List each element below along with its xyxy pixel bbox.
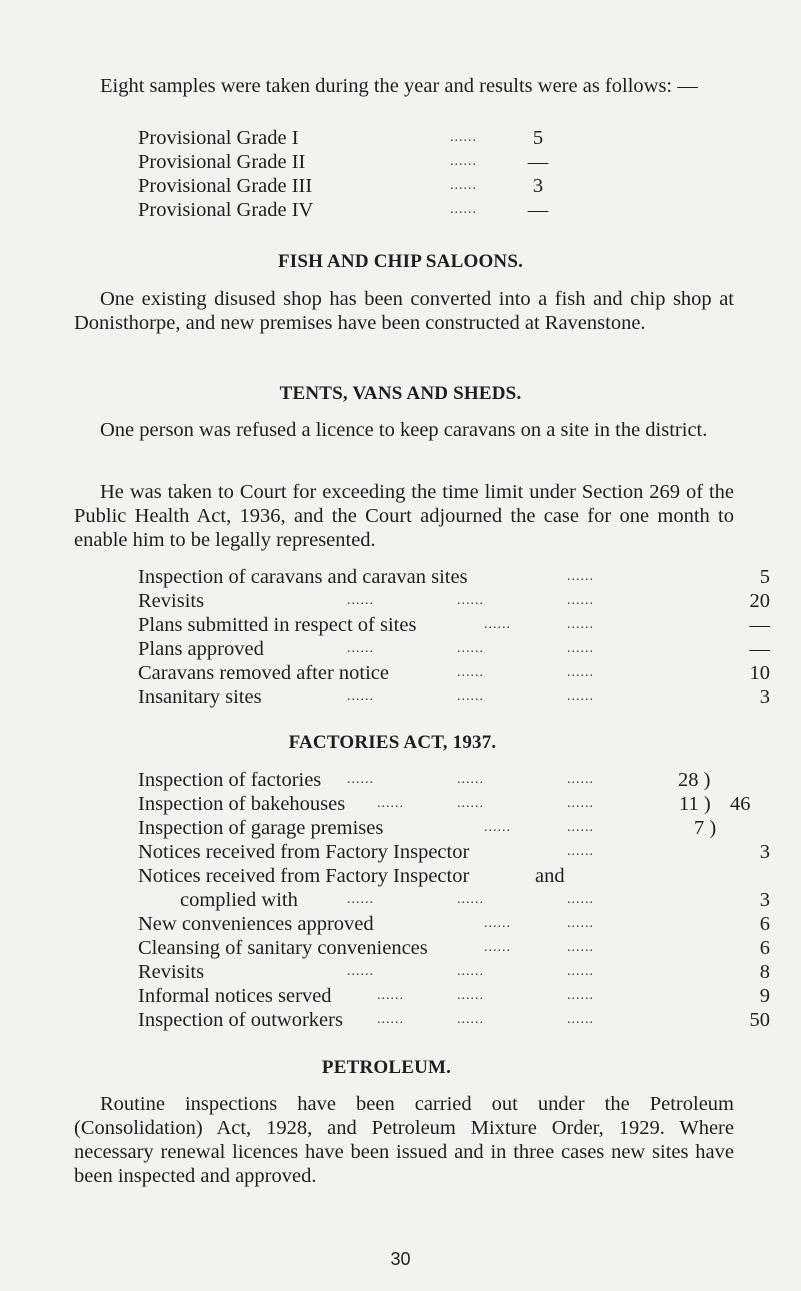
item-value: 9 (759, 985, 770, 1007)
leader-dots: ...... (567, 820, 594, 835)
section-heading-factories: FACTORIES ACT, 1937. (288, 732, 497, 753)
item-value: 50 (749, 1009, 770, 1031)
factory-row-3 (138, 816, 778, 840)
leader-dots: ...... (347, 593, 374, 608)
bracket-total: 46 (730, 793, 751, 815)
item-value: 6 (759, 937, 770, 959)
leader-dots: ...... (450, 130, 477, 145)
item-label: Notices received from Factory Inspector (138, 865, 470, 887)
fish-paragraph: One existing disused shop has been converted into a fish and chip shop at Donisthorpe, and new premises have been constructed at Ravenstone. (74, 288, 734, 334)
item-label: New conveniences approved (138, 913, 374, 935)
item-label: Inspection of caravans and caravan sites (138, 566, 468, 588)
leader-dots: ...... (484, 617, 511, 632)
factory-row-4 (138, 840, 778, 864)
item-value: 11 ) (679, 793, 711, 815)
leader-dots: ...... (567, 772, 594, 787)
intro-paragraph: Eight samples were taken during the year and results were as follows: — (100, 75, 698, 97)
leader-dots: ...... (457, 689, 484, 704)
leader-dots: ...... (457, 641, 484, 656)
item-label: Revisits (138, 590, 205, 612)
leader-dots: ...... (567, 569, 594, 584)
leader-dots: ...... (484, 940, 511, 955)
leader-dots: ...... (484, 820, 511, 835)
factory-row-5 (138, 864, 778, 888)
leader-dots: ...... (450, 178, 477, 193)
leader-dots: ...... (567, 593, 594, 608)
item-value: 8 (759, 961, 770, 983)
item-value: 28 ) (678, 769, 711, 791)
leader-dots: ...... (457, 892, 484, 907)
leader-dots: ...... (567, 844, 594, 859)
leader-dots: ...... (377, 796, 404, 811)
leader-dots: ...... (567, 940, 594, 955)
petroleum-paragraph: Routine inspections have been carried out under the Petroleum (Consolidation) Act, 1928, and Petroleum Mixture Order, 1929. Where necessary renewal licences have been issued and in three cases new sites have been inspected and approved. (74, 1093, 734, 1187)
section-heading-fish: FISH AND CHIP SALOONS. (277, 251, 524, 272)
leader-dots: ...... (450, 154, 477, 169)
caravan-row-6 (138, 685, 778, 709)
tents-paragraph-1: One person was refused a licence to keep caravans on a site in the district. (100, 419, 708, 441)
leader-dots: ...... (347, 641, 374, 656)
leader-dots: ...... (567, 665, 594, 680)
item-value: 3 (759, 686, 770, 708)
grade-value: — (527, 151, 549, 173)
item-label: Insanitary sites (138, 686, 262, 708)
item-label: Plans submitted in respect of sites (138, 614, 417, 636)
item-label: Caravans removed after notice (138, 662, 390, 684)
caravan-row-1 (138, 565, 778, 589)
grade-value: 5 (532, 127, 544, 149)
leader-dots: ...... (567, 988, 594, 1003)
grade-row-1 (138, 126, 578, 150)
grade-label: Provisional Grade III (138, 175, 313, 197)
and-suffix: and (535, 865, 565, 887)
caravan-row-5 (138, 661, 778, 685)
item-label: Inspection of factories (138, 769, 322, 791)
grade-label: Provisional Grade I (138, 127, 299, 149)
item-value: 3 (759, 889, 770, 911)
leader-dots: ...... (457, 665, 484, 680)
factory-row-8 (138, 936, 778, 960)
item-label: Plans approved (138, 638, 264, 660)
factory-row-1 (138, 768, 778, 792)
leader-dots: ...... (450, 202, 477, 217)
factory-row-7 (138, 912, 778, 936)
caravan-row-3 (138, 613, 778, 637)
leader-dots: ...... (347, 964, 374, 979)
caravan-row-4 (138, 637, 778, 661)
leader-dots: ...... (347, 772, 374, 787)
leader-dots: ...... (347, 892, 374, 907)
leader-dots: ...... (457, 772, 484, 787)
factory-row-10 (138, 984, 778, 1008)
item-label: complied with (180, 889, 298, 911)
leader-dots: ...... (457, 593, 484, 608)
factory-row-9 (138, 960, 778, 984)
leader-dots: ...... (457, 1012, 484, 1027)
item-label: Notices received from Factory Inspector (138, 841, 470, 863)
grade-row-2 (138, 150, 578, 174)
leader-dots: ...... (377, 1012, 404, 1027)
item-label: Cleansing of sanitary conveniences (138, 937, 428, 959)
leader-dots: ...... (567, 689, 594, 704)
page-number: 30 (390, 1249, 411, 1269)
grade-label: Provisional Grade IV (138, 199, 314, 221)
section-heading-petroleum: PETROLEUM. (321, 1057, 452, 1078)
grade-row-3 (138, 174, 578, 198)
grade-label: Provisional Grade II (138, 151, 306, 173)
leader-dots: ...... (567, 641, 594, 656)
item-label: Inspection of outworkers (138, 1009, 343, 1031)
leader-dots: ...... (457, 988, 484, 1003)
leader-dots: ...... (567, 916, 594, 931)
leader-dots: ...... (567, 1012, 594, 1027)
leader-dots: ...... (567, 796, 594, 811)
item-label: Informal notices served (138, 985, 332, 1007)
item-value: 20 (749, 590, 770, 612)
item-value: 6 (759, 913, 770, 935)
leader-dots: ...... (484, 916, 511, 931)
leader-dots: ...... (457, 796, 484, 811)
item-label: Inspection of garage premises (138, 817, 384, 839)
grade-value: 3 (532, 175, 544, 197)
leader-dots: ...... (377, 988, 404, 1003)
caravan-row-2 (138, 589, 778, 613)
section-heading-tents: TENTS, VANS AND SHEDS. (279, 383, 522, 404)
item-value: 5 (759, 566, 770, 588)
leader-dots: ...... (567, 964, 594, 979)
leader-dots: ...... (567, 617, 594, 632)
factory-row-11 (138, 1008, 778, 1032)
factory-row-6 (138, 888, 778, 912)
item-label: Inspection of bakehouses (138, 793, 346, 815)
leader-dots: ...... (567, 892, 594, 907)
item-value: — (749, 614, 770, 636)
item-value: — (749, 638, 770, 660)
factory-row-2 (138, 792, 778, 816)
tents-paragraph-2: He was taken to Court for exceeding the time limit under Section 269 of the Public Health Act, 1936, and the Court adjourned the case for one month to enable him to be legally represented. (74, 481, 734, 551)
grade-row-4 (138, 198, 578, 222)
grade-value: — (527, 199, 549, 221)
item-label: Revisits (138, 961, 205, 983)
leader-dots: ...... (457, 964, 484, 979)
item-value: 10 (749, 662, 770, 684)
leader-dots: ...... (347, 689, 374, 704)
item-value: 7 ) (694, 817, 717, 839)
item-value: 3 (759, 841, 770, 863)
